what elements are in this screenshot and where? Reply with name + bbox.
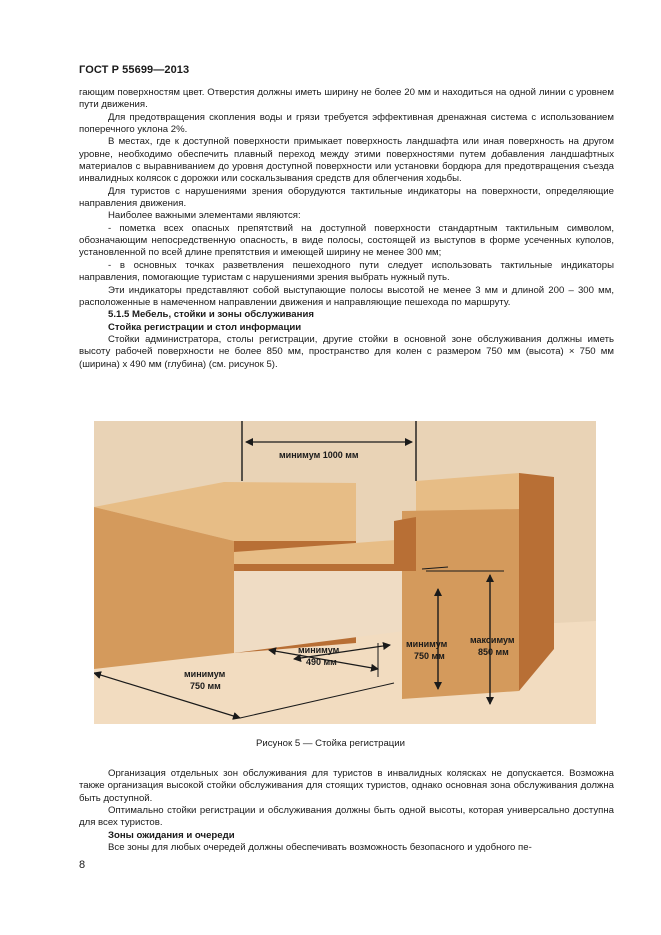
figure-caption: Рисунок 5 — Стойка регистрации: [255, 738, 406, 749]
label-depth-1: минимум: [298, 645, 340, 655]
paragraph: Для предотвращения скопления воды и грязи требуется эффективная дренажная система с использованием поперечного уклона 2%.: [79, 111, 614, 136]
label-depth-2: 490 мм: [306, 657, 337, 667]
list-item: - в основных точках разветвления пешеходного пути следует использовать тактильные индикаторы направления, помогающие туристам с нарушениями зрения выбрать нужный путь.: [79, 259, 614, 284]
label-max-height-1: максимум: [470, 635, 515, 645]
paragraph: Оптимально стойки регистрации и обслуживания должны быть одной высоты, которая универсально доступна для всех туристов.: [79, 805, 614, 829]
paragraph: Стойки администратора, столы регистрации, другие стойки в основной зоне обслуживания должны иметь высоту рабочей поверхности не более 850 мм, пространство для колен с размером 750 мм (высота) × 750 мм (ширина) х 490 мм (глубина) (см. рисунок 5).: [79, 333, 614, 370]
label-min-height-2: 750 мм: [414, 651, 445, 661]
page-number: 8: [79, 859, 86, 871]
paragraph: Наиболее важными элементами являются:: [108, 210, 301, 222]
label-width-1: минимум: [184, 669, 226, 679]
paragraph: Для туристов с нарушениями зрения оборудуются тактильные индикаторы на поверхности, определяющие направления движения.: [79, 185, 614, 210]
paragraph: Эти индикаторы представляют собой выступающие полосы высотой не менее 3 мм и длиной 200 – 300 мм, расположенные в намеченном направлении движения и направляющие пешехода по маршруту.: [79, 284, 614, 308]
label-width-2: 750 мм: [190, 681, 221, 691]
subsection-heading: Зоны ожидания и очереди: [108, 829, 235, 841]
label-min-height-1: минимум: [406, 639, 448, 649]
section-heading: 5.1.5 Мебель, стойки и зоны обслуживания: [108, 309, 314, 321]
paragraph: В местах, где к доступной поверхности примыкает поверхность ландшафта или иная поверхность на другом уровне, необходимо обеспечить плавный переход между этими поверхностями путем добавления ландшафтных материалов с выравниванием до уровня доступной поверхности или установки бордюра для предотвращения съезда инвалидных колясок с дорожки или соскальзывания средств для облегчения ходьбы.: [79, 136, 614, 185]
paragraph: гающим поверхностям цвет. Отверстия должны иметь ширину не более 20 мм и находиться на одной линии с уровнем пути движения.: [79, 87, 614, 111]
label-max-height-2: 850 мм: [478, 647, 509, 657]
list-item: - пометка всех опасных препятствий на доступной поверхности стандартным тактильным символом, обозначающим непосредственную опасность, в виде полосы, состоящей из выступов в форме усеченных куполов, установленной по всей длине препятствия и имеющей ширину не менее 300 мм;: [79, 222, 614, 259]
document-header: ГОСТ Р 55699—2013: [79, 64, 190, 76]
paragraph: Все зоны для любых очередей должны обеспечивать возможность безопасного и удобного пе-: [108, 842, 532, 854]
figure-reception-counter: [94, 421, 596, 724]
right-block-front: [402, 509, 519, 699]
label-width-top: минимум 1000 мм: [279, 450, 359, 460]
subsection-heading: Стойка регистрации и стол информации: [108, 321, 302, 333]
paragraph: Организация отдельных зон обслуживания для туристов в инвалидных колясках не допускается. Возможна также организация высокой стойки обслуживания для стоящих туристов, однако основная зона обслуживания должна быть доступной.: [79, 768, 614, 804]
counter-illustration: [94, 421, 596, 724]
body-text-bottom: [79, 768, 614, 854]
right-block-inner: [394, 517, 416, 571]
body-text-top: [79, 87, 614, 371]
